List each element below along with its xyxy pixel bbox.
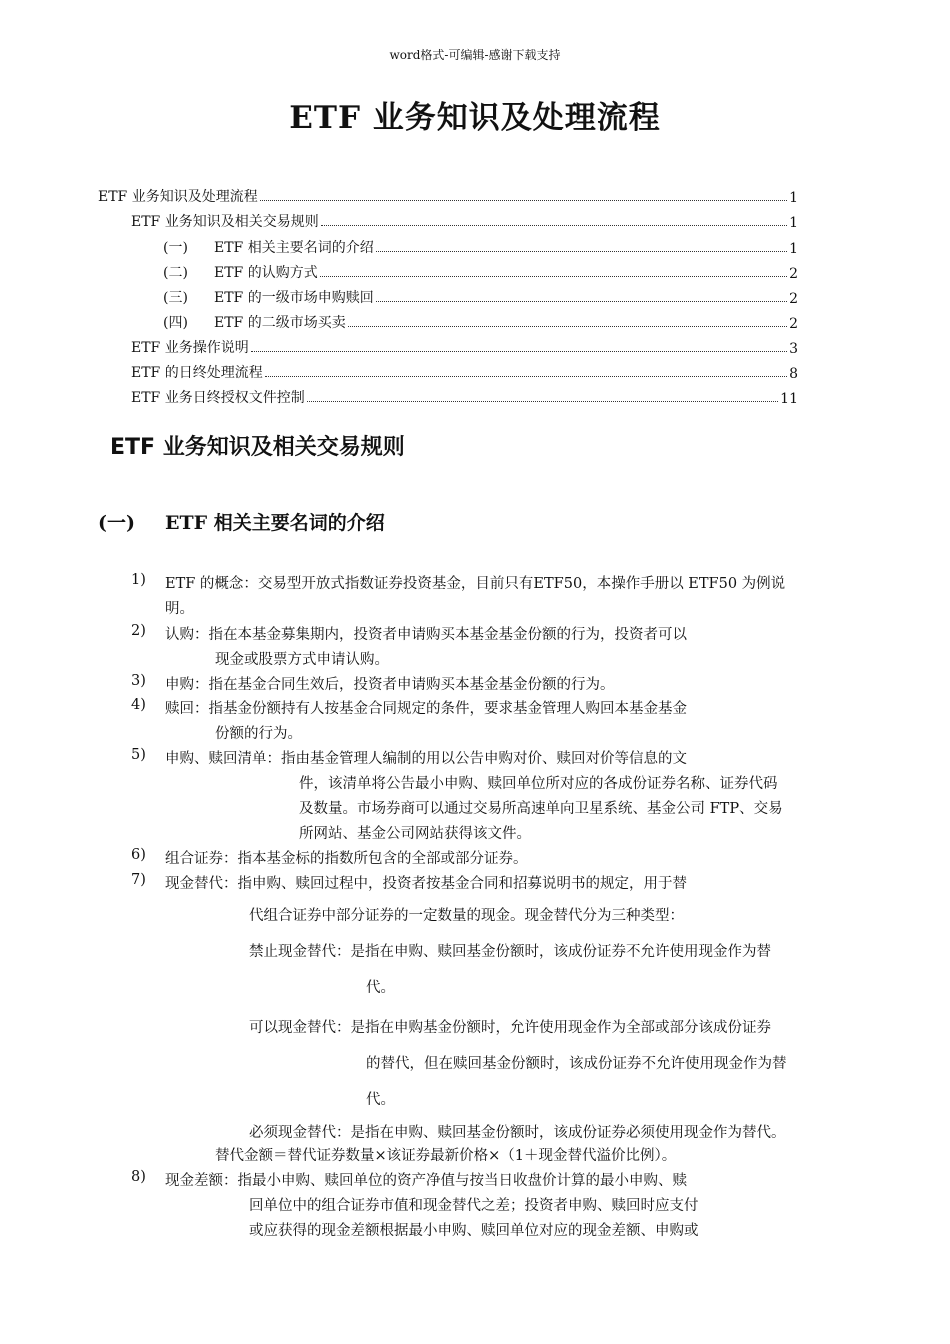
subsection-mark: (一) [98,512,135,534]
item-text: 现金差额：指最小申购、赎回单位的资产净值与按当日收盘价计算的最小申购、赎 [165,1173,687,1189]
item-text: 明。 [165,601,194,617]
document-title: ETF 业务知识及处理流程 [289,100,661,136]
toc-entry[interactable] [131,209,798,231]
item-text: 所网站、基金公司网站获得该文件。 [299,826,531,842]
item-number: 3) [131,673,146,689]
subsection-heading [98,508,385,535]
toc-label: ETF 业务知识及处理流程 [98,189,258,205]
toc-page: 2 [789,291,798,307]
toc-mark: (一) [163,240,188,256]
toc-mark: (二) [163,265,188,281]
toc-page: 3 [789,341,798,357]
item-text: 或应获得的现金差额根据最小申购、赎回单位对应的现金差额、申购或 [249,1223,699,1239]
toc-label: ETF 的二级市场买卖 [214,315,346,331]
toc-entry[interactable] [131,360,798,382]
toc-page: 1 [789,215,798,231]
item-number: 4) [131,697,146,713]
item-text: 及数量。市场券商可以通过交易所高速单向卫星系统、基金公司 FTP、交易 [299,801,783,817]
toc-page: 11 [780,391,798,407]
toc-entry[interactable] [131,335,798,357]
item-text: 回单位中的组合证券市值和现金替代之差；投资者申购、赎回时应支付 [249,1198,699,1214]
toc-entry[interactable] [131,385,798,407]
toc-entry[interactable] [98,184,798,206]
toc-label: ETF 相关主要名词的介绍 [214,240,374,256]
item-number: 5) [131,747,146,763]
item-text: 代组合证券中部分证券的一定数量的现金。现金替代分为三种类型： [249,908,684,924]
formula-text: 替代金额＝替代证券数量×该证券最新价格×（1＋现金替代溢价比例）。 [215,1148,677,1164]
item-text: 代。 [366,980,395,996]
section-heading: ETF 业务知识及相关交易规则 [110,435,405,460]
toc-entry[interactable] [163,260,798,282]
page-header: word格式-可编辑-感谢下载支持 [389,48,561,62]
toc-label: ETF 的一级市场申购赎回 [214,290,374,306]
item-text: 份额的行为。 [215,726,302,742]
item-number: 1) [131,572,146,588]
toc-page: 1 [789,190,798,206]
item-text: 现金或股票方式申请认购。 [215,652,389,668]
toc-label: ETF 的日终处理流程 [131,365,263,381]
toc-label: ETF 的认购方式 [214,265,318,281]
item-number: 7) [131,872,146,888]
item-text: 禁止现金替代：是指在申购、赎回基金份额时，该成份证券不允许使用现金作为替 [249,944,771,960]
item-text: 赎回：指基金份额持有人按基金合同规定的条件，要求基金管理人购回本基金基金 [165,701,687,717]
item-number: 2) [131,623,146,639]
subsection-title: ETF 相关主要名词的介绍 [164,512,385,534]
toc-label: ETF 业务知识及相关交易规则 [131,214,319,230]
item-number: 8) [131,1169,146,1185]
item-text: 认购：指在本基金募集期内，投资者申请购买本基金基金份额的行为，投资者可以 [165,627,687,643]
toc-label: ETF 业务操作说明 [131,340,249,356]
toc-mark: (三) [163,290,188,306]
toc-page: 2 [789,266,798,282]
item-text: 申购：指在基金合同生效后，投资者申请购买本基金基金份额的行为。 [165,677,615,693]
item-number: 6) [131,847,146,863]
item-text: 件，该清单将公告最小申购、赎回单位所对应的各成份证券名称、证券代码 [299,776,778,792]
toc-page: 2 [789,316,798,332]
item-text: 组合证券：指本基金标的指数所包含的全部或部分证券。 [165,851,528,867]
item-text: 的替代，但在赎回基金份额时，该成份证券不允许使用现金作为替 [366,1056,787,1072]
item-text: 必须现金替代：是指在申购、赎回基金份额时，该成份证券必须使用现金作为替代。 [249,1125,786,1141]
item-text: 现金替代：指申购、赎回过程中，投资者按基金合同和招募说明书的规定，用于替 [165,876,687,892]
toc-page: 8 [789,366,798,382]
toc-entry[interactable] [163,235,798,257]
item-text: 申购、赎回清单：指由基金管理人编制的用以公告申购对价、赎回对价等信息的文 [165,751,687,767]
toc-page: 1 [789,241,798,257]
item-text: 代。 [366,1092,395,1108]
toc-entry[interactable] [163,285,798,307]
item-text: 可以现金替代：是指在申购基金份额时，允许使用现金作为全部或部分该成份证券 [249,1020,771,1036]
toc-label: ETF 业务日终授权文件控制 [131,390,305,406]
item-text: ETF 的概念：交易型开放式指数证券投资基金，目前只有ETF50，本操作手册以 ETF50 为例说 [165,576,786,592]
toc-mark: (四) [163,315,188,331]
toc-entry[interactable] [163,310,798,332]
